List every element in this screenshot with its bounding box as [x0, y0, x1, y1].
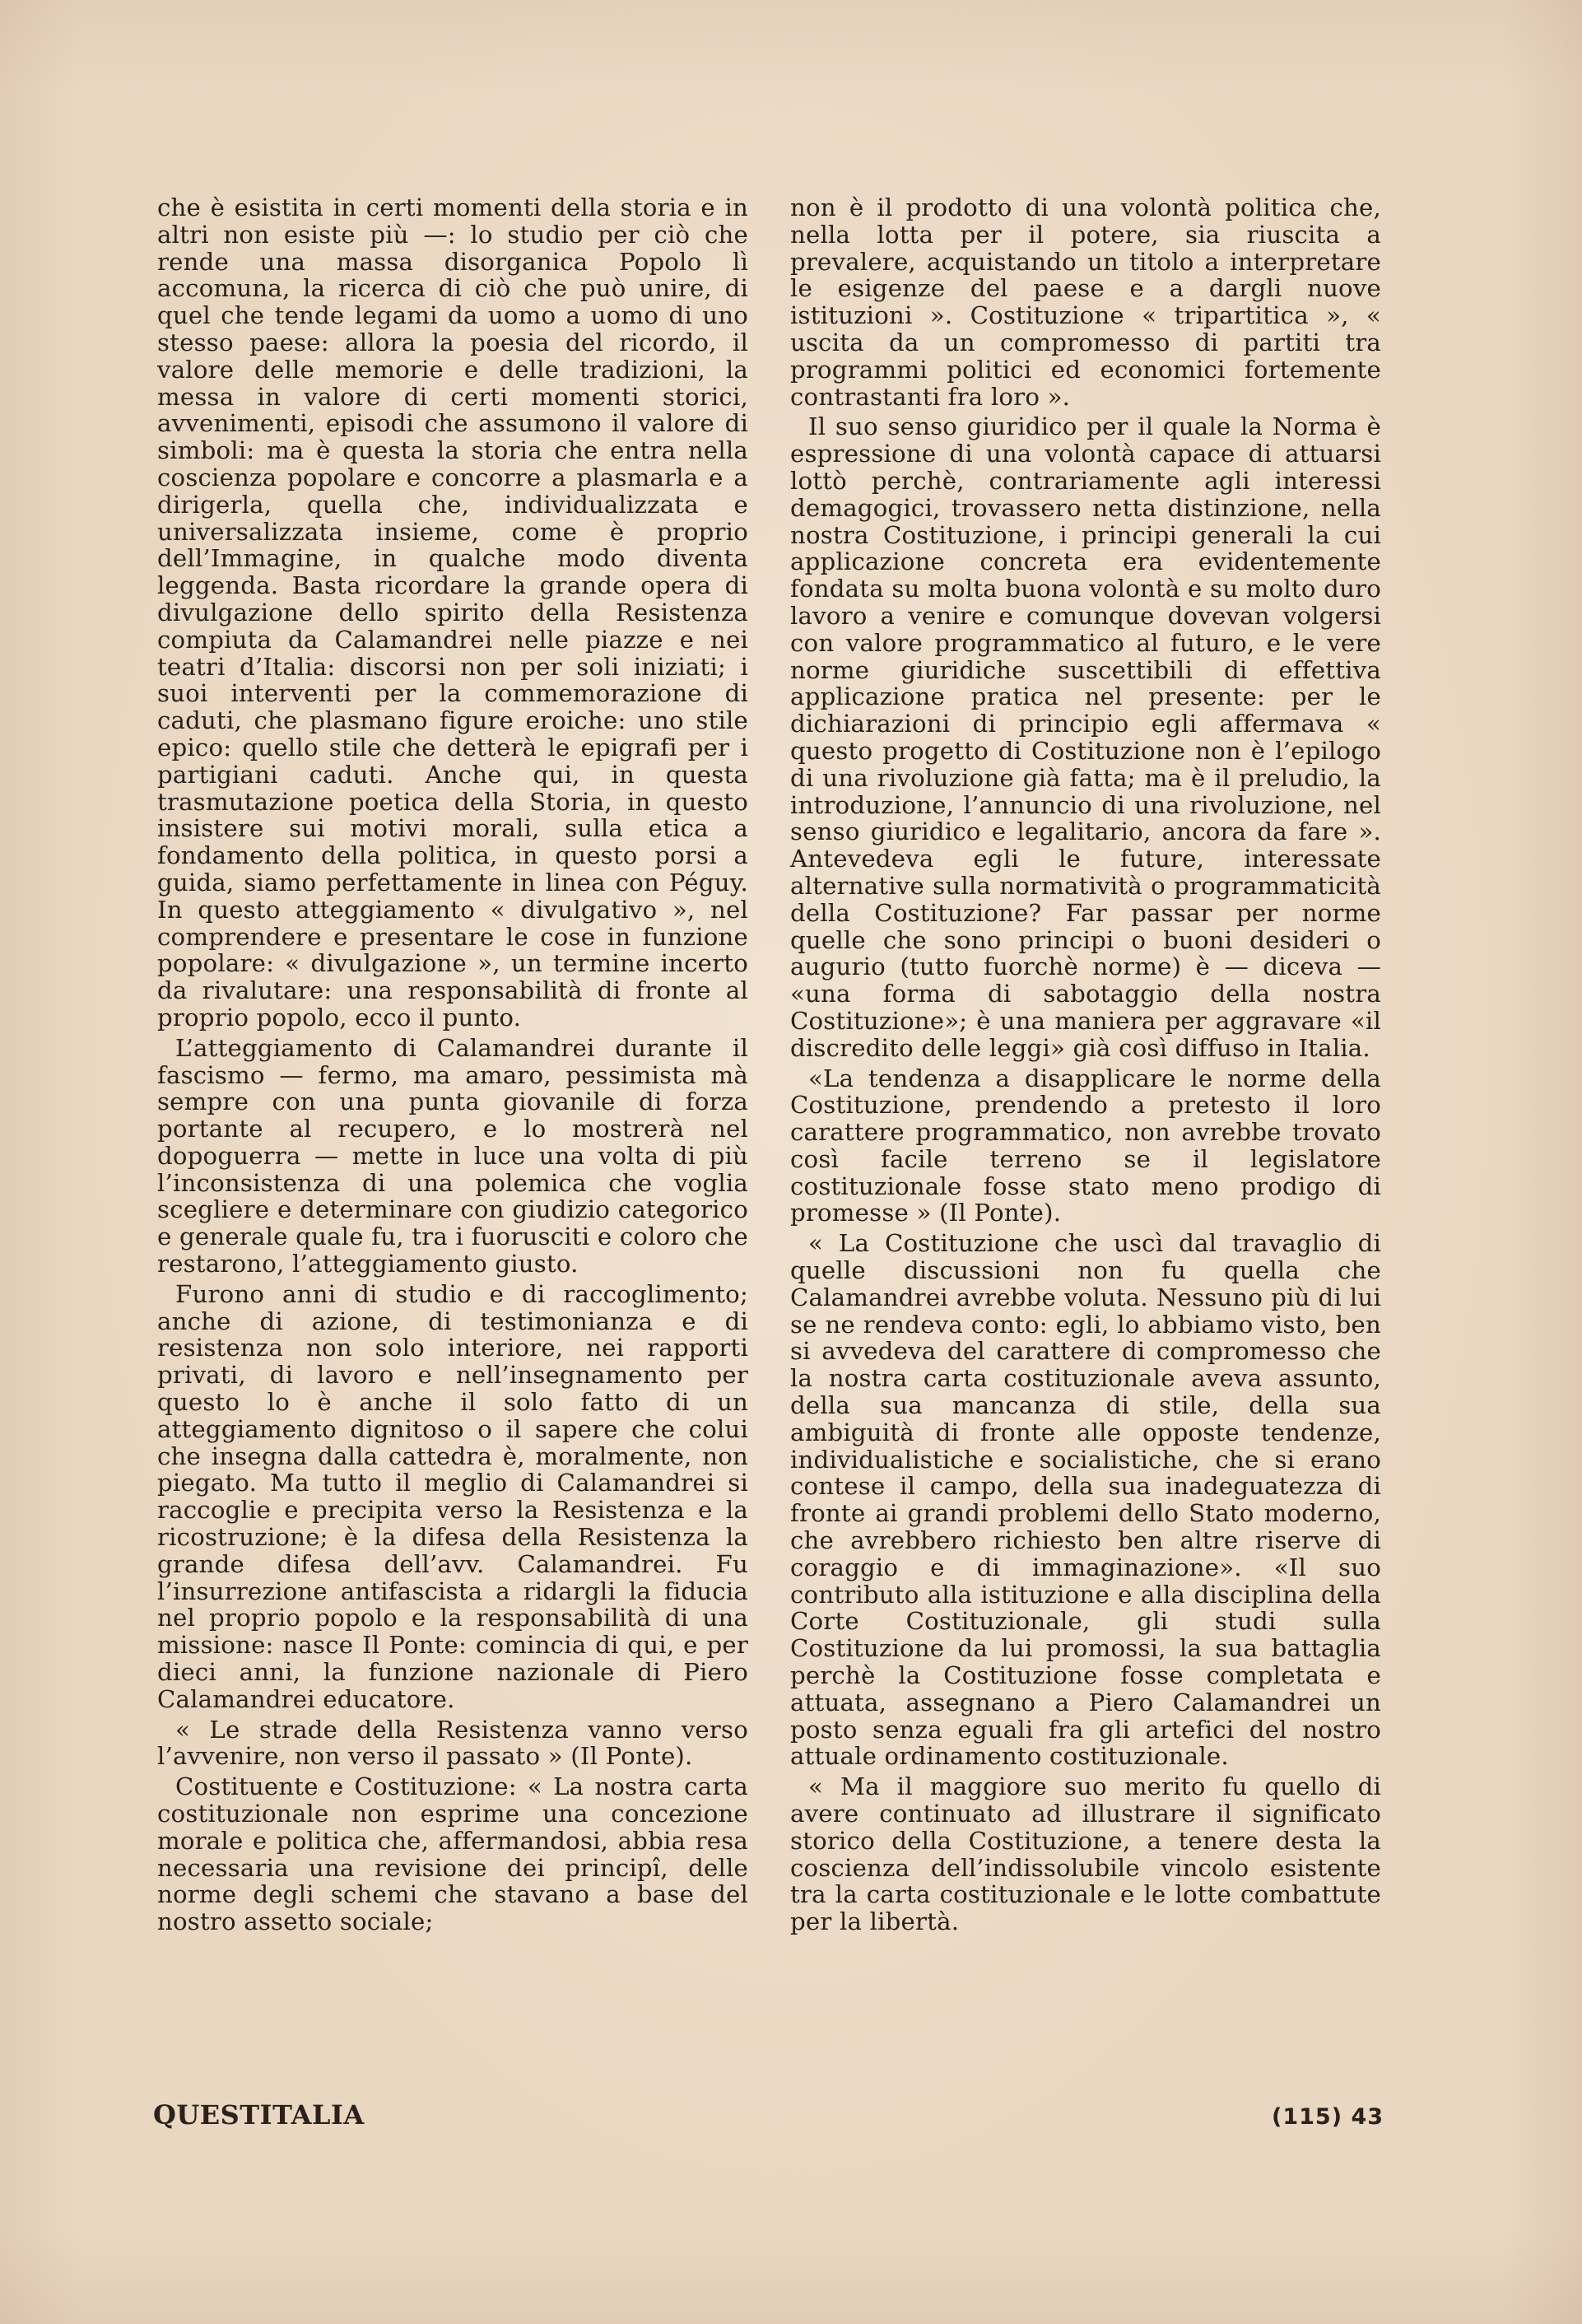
- left-paragraph-5: Costituente e Costituzione: « La nostra carta costituzionale non esprime una concezione morale e politica che, affermandosi, abbia resa necessaria una revisione dei principî, delle norme degli schemi che stavano a base del nostro assetto sociale;: [157, 1772, 748, 1936]
- right-column: [790, 194, 1381, 1939]
- journal-name: QUESTITALIA: [153, 2099, 365, 2131]
- right-paragraph-4: « La Costituzione che uscì dal travaglio di quelle discussioni non fu quella che Calamandrei avrebbe voluta. Nessuno più di lui se ne rendeva conto: egli, lo abbiamo visto, ben si avvedeva del carattere di compromesso che la nostra carta costituzionale aveva assunto, della sua mancanza di stile, della sua ambiguità di fronte alle opposte tendenze, individualistiche e socialistiche, che si erano contese il campo, della sua inadeguatezza di fronte ai grandi problemi dello Stato moderno, che avrebbero richiesto ben altre riserve di coraggio e di immaginazione». «Il suo contributo alla istituzione e alla disciplina della Corte Costituzionale, gli studi sulla Costituzione da lui promossi, la sua battaglia perchè la Costituzione fosse completata e attuata, assegnano a Piero Calamandrei un posto senza eguali fra gli artefici del nostro attuale ordinamento costituzionale.: [790, 1229, 1381, 1771]
- right-paragraph-1: non è il prodotto di una volontà politica che, nella lotta per il potere, sia riuscita a prevalere, acquistando un titolo a interpretare le esigenze del paese e a dargli nuove istituzioni ». Costituzione « tripartitica », « uscita da un compromesso di partiti tra programmi politici ed economici fortemente contrastanti fra loro ».: [790, 193, 1381, 411]
- left-column: [157, 194, 748, 1939]
- left-paragraph-2: L’atteggiamento di Calamandrei durante il fascismo — fermo, ma amaro, pessimista mà sempre con una punta giovanile di forza portante al recupero, e lo mostrerà nel dopoguerra — mette in luce una volta di più l’inconsistenza di una polemica che voglia scegliere e determinare con giudizio categorico e generale quale fu, tra i fuorusciti e coloro che restarono, l’atteggiamento giusto.: [157, 1033, 748, 1278]
- right-paragraph-2: Il suo senso giuridico per il quale la Norma è espressione di una volontà capace di attuarsi lottò perchè, contrariamente agli interessi demagogici, trovassero netta distinzione, nella nostra Costituzione, i principi generali la cui applicazione concreta era evidentemente fondata su molta buona volontà e su molto duro lavoro a venire e comunque dovevan volgersi con valore programmatico al futuro, e le vere norme giuridiche suscettibili di effettiva applicazione pratica nel presente: per le dichiarazioni di principio egli affermava « questo progetto di Costituzione non è l’epilogo di una rivoluzione già fatta; ma è il preludio, la introduzione, l’annuncio di una rivoluzione, nel senso giuridico e legalitario, ancora da fare ». Antevedeva egli le future, interessate alternative sulla normatività o programmaticità della Costituzione? Far passar per norme quelle che sono principi o buoni desideri o augurio (tutto fuorchè norme) è — diceva — «una forma di sabotaggio della nostra Costituzione»; è una maniera per aggravare «il discredito delle leggi» già così diffuso in Italia.: [790, 412, 1381, 1062]
- page-number: (115) 43: [1272, 2104, 1384, 2130]
- right-paragraph-5: « Ma il maggiore suo merito fu quello di avere continuato ad illustrare il significato storico della Costituzione, a tenere desta la coscienza dell’indissolubile vincolo esistente tra la carta costituzionale e le lotte combattute per la libertà.: [790, 1772, 1381, 1936]
- right-paragraph-3: «La tendenza a disapplicare le norme della Costituzione, prendendo a pretesto il loro carattere programmatico, non avrebbe trovato così facile terreno se il legislatore costituzionale fosse stato meno prodigo di promesse » (Il Ponte).: [790, 1064, 1381, 1227]
- left-paragraph-4: « Le strade della Resistenza vanno verso l’avvenire, non verso il passato » (Il Ponte).: [157, 1715, 748, 1771]
- left-paragraph-1: che è esistita in certi momenti della storia e in altri non esiste più —: lo studio per ciò che rende una massa disorganica Popolo lì accomuna, la ricerca di ciò che può unire, di quel che tende legami da uomo a uomo di uno stesso paese: allora la poesia del ricordo, il valore delle memorie e delle tradizioni, la messa in valore di certi momenti storici, avvenimenti, episodi che assumono il valore di simboli: ma è questa la storia che entra nella coscienza popolare e concorre a plasmarla e a dirigerla, quella che, individualizzata e universalizzata insieme, come è proprio dell’Immagine, in qualche modo diventa leggenda. Basta ricordare la grande opera di divulgazione dello spirito della Resistenza compiuta da Calamandrei nelle piazze e nei teatri d’Italia: discorsi non per soli iniziati; i suoi interventi per la commemorazione di caduti, che plasmano figure eroiche: uno stile epico: quello stile che detterà le epigrafi per i partigiani caduti. Anche qui, in questa trasmutazione poetica della Storia, in questo insistere sui motivi morali, sulla etica a fondamento della politica, in questo porsi a guida, siamo perfettamente in linea con Péguy. In questo atteggiamento « divulgativo », nel comprendere e presentare le cose in funzione popolare: « divulgazione », un termine incerto da rivalutare: una responsabilità di fronte al proprio popolo, ecco il punto.: [157, 193, 748, 1032]
- left-paragraph-3: Furono anni di studio e di raccoglimento; anche di azione, di testimonianza e di resistenza non solo interiore, nei rapporti privati, di lavoro e nell’insegnamento per questo lo è anche il solo fatto di un atteggiamento dignitoso o il sapere che colui che insegna dalla cattedra è, moralmente, non piegato. Ma tutto il meglio di Calamandrei si raccoglie e precipita verso la Resistenza e la ricostruzione; è la difesa della Resistenza la grande difesa dell’avv. Calamandrei. Fu l’insurrezione antifascista a ridargli la fiducia nel proprio popolo e la responsabilità di una missione: nasce Il Ponte: comincia di qui, e per dieci anni, la funzione nazionale di Piero Calamandrei educatore.: [157, 1279, 748, 1713]
